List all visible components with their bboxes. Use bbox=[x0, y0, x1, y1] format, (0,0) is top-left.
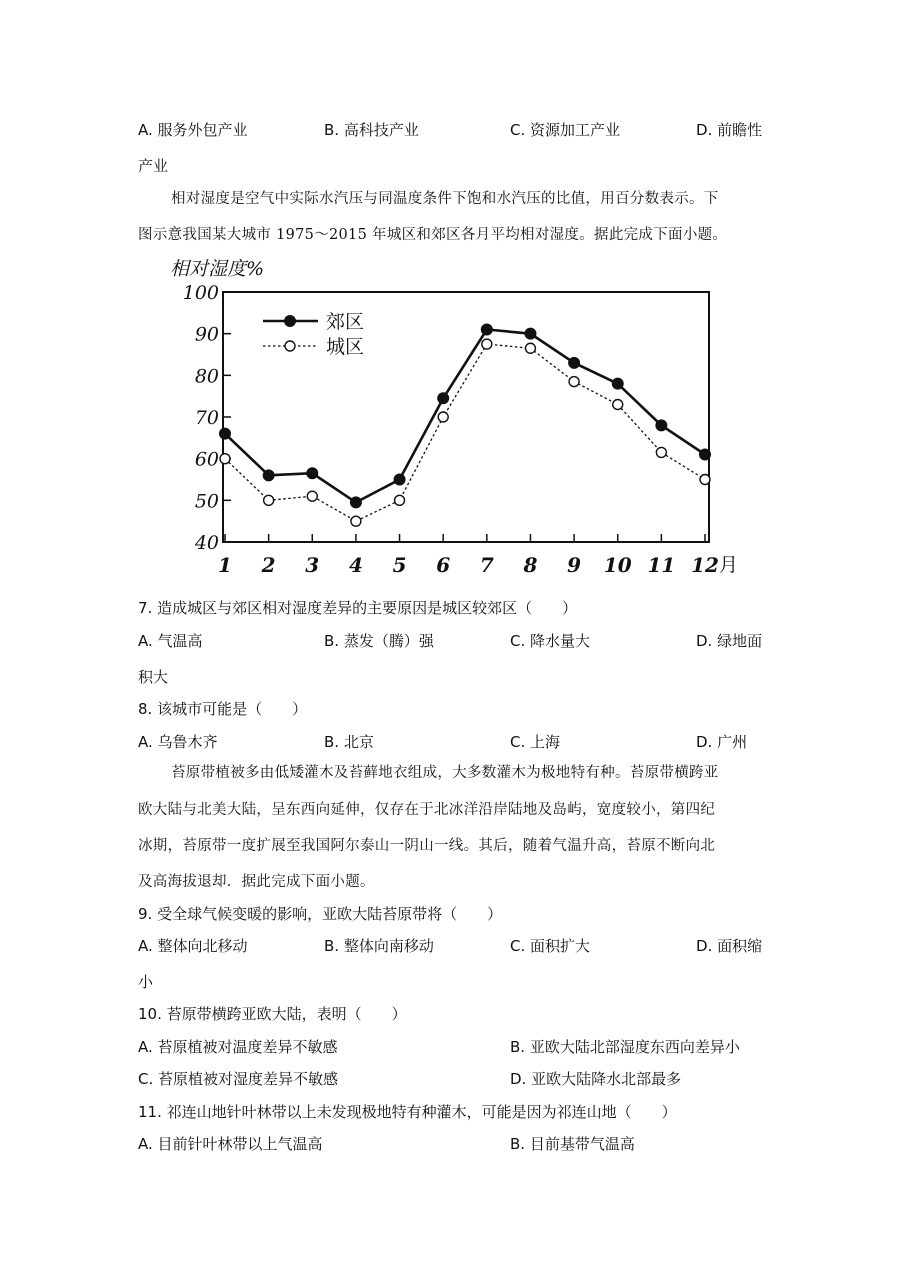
series-2-point bbox=[525, 343, 535, 353]
series-1-point bbox=[656, 420, 667, 431]
y-tick-label: 60 bbox=[194, 448, 219, 471]
series-1-point bbox=[220, 428, 231, 439]
y-tick-label: 50 bbox=[194, 490, 219, 513]
series-2-point bbox=[351, 516, 361, 526]
q7-option-d-wrap: 积大 bbox=[138, 668, 169, 686]
q9-option-a: A. 整体向北移动 bbox=[138, 937, 248, 955]
q6-option-d-wrap: 产业 bbox=[138, 157, 169, 175]
y-tick-label: 90 bbox=[194, 323, 219, 346]
series-2-point bbox=[264, 495, 274, 505]
series-1-point bbox=[263, 470, 274, 481]
q11-stem: 11. 祁连山地针叶林带以上未发现极地特有种灌木，可能是因为祁连山地（ ） bbox=[138, 1103, 677, 1121]
series-1-point bbox=[350, 497, 361, 508]
x-tick-label: 11 bbox=[647, 553, 676, 577]
legend-marker-1 bbox=[285, 316, 296, 327]
x-tick-label: 7 bbox=[479, 553, 494, 577]
x-tick-label: 10 bbox=[603, 553, 632, 577]
chart-y-axis-label: 相对湿度% bbox=[170, 258, 265, 280]
x-tick-label: 6 bbox=[436, 553, 451, 577]
passage2-line4: 及高海拔退却．据此完成下面小题。 bbox=[138, 874, 375, 890]
series-2-point bbox=[569, 377, 579, 387]
q6-option-a: A. 服务外包产业 bbox=[138, 121, 248, 139]
legend-marker-2 bbox=[285, 341, 295, 351]
series-1-point bbox=[525, 328, 536, 339]
q8-option-a: A. 乌鲁木齐 bbox=[138, 733, 218, 751]
q8-option-c: C. 上海 bbox=[510, 733, 561, 751]
passage2-line3: 冰期，苔原带一度扩展至我国阿尔泰山一阴山一线。其后，随着气温升高，苔原不断向北 bbox=[138, 838, 716, 854]
x-axis-unit-label: 月 bbox=[719, 554, 739, 576]
q7-option-b: B. 蒸发（腾）强 bbox=[324, 632, 434, 650]
y-tick-label: 70 bbox=[194, 407, 219, 429]
q8-stem: 8. 该城市可能是（ ） bbox=[138, 700, 308, 718]
plot-frame bbox=[223, 292, 709, 542]
series-2-point bbox=[395, 495, 405, 505]
q10-stem: 10. 苔原带横跨亚欧大陆，表明（ ） bbox=[138, 1005, 407, 1023]
q7-option-d: D. 绿地面 bbox=[696, 632, 763, 650]
x-tick-label: 8 bbox=[523, 553, 538, 577]
x-tick-label: 9 bbox=[567, 553, 582, 577]
series-1-point bbox=[481, 324, 492, 335]
series-1-point bbox=[569, 357, 580, 368]
series-2-point bbox=[613, 400, 623, 410]
x-tick-label: 3 bbox=[305, 553, 320, 577]
q11-option-a: A. 目前针叶林带以上气温高 bbox=[138, 1135, 323, 1153]
x-tick-label: 4 bbox=[348, 553, 363, 577]
series-line-1 bbox=[225, 330, 705, 503]
series-1-point bbox=[700, 449, 711, 460]
x-tick-label: 1 bbox=[218, 553, 232, 577]
q9-option-b: B. 整体向南移动 bbox=[324, 937, 434, 955]
y-tick-label: 100 bbox=[182, 282, 219, 304]
q8-option-b: B. 北京 bbox=[324, 733, 374, 751]
series-2-point bbox=[220, 454, 230, 464]
passage1-line1: 相对湿度是空气中实际水汽压与同温度条件下饱和水汽压的比值，用百分数表示。下 bbox=[171, 191, 719, 207]
y-tick-label: 40 bbox=[194, 532, 219, 554]
x-tick-label: 12 bbox=[691, 553, 719, 577]
series-2-point bbox=[700, 475, 710, 485]
q9-option-d-wrap: 小 bbox=[138, 973, 154, 991]
y-tick-label: 80 bbox=[194, 365, 219, 388]
q6-option-c: C. 资源加工产业 bbox=[510, 121, 621, 139]
series-2-point bbox=[307, 491, 317, 501]
series-1-point bbox=[612, 378, 623, 389]
legend-label-1: 郊区 bbox=[326, 311, 365, 333]
q10-option-d: D. 亚欧大陆降水北部最多 bbox=[510, 1070, 682, 1088]
q9-option-d: D. 面积缩 bbox=[696, 937, 763, 955]
q7-option-c: C. 降水量大 bbox=[510, 632, 591, 650]
passage2-line2: 欧大陆与北美大陆，呈东西向延伸，仅存在于北冰洋沿岸陆地及岛屿，宽度较小，第四纪 bbox=[138, 802, 716, 818]
series-1-point bbox=[307, 468, 318, 479]
q10-option-a: A. 苔原植被对温度差异不敏感 bbox=[138, 1038, 338, 1056]
series-1-point bbox=[438, 393, 449, 404]
q6-option-b: B. 高科技产业 bbox=[324, 121, 419, 139]
q6-option-d: D. 前瞻性 bbox=[696, 121, 763, 139]
series-2-point bbox=[482, 339, 492, 349]
x-tick-label: 5 bbox=[392, 553, 407, 577]
x-tick-label: 2 bbox=[261, 553, 276, 577]
legend-label-2: 城区 bbox=[326, 336, 365, 358]
q9-option-c: C. 面积扩大 bbox=[510, 937, 591, 955]
q10-option-b: B. 亚欧大陆北部湿度东西向差异小 bbox=[510, 1038, 740, 1056]
humidity-line-chart bbox=[0, 0, 909, 600]
q7-stem: 7. 造成城区与郊区相对湿度差异的主要原因是城区较郊区（ ） bbox=[138, 599, 578, 617]
q10-option-c: C. 苔原植被对湿度差异不敏感 bbox=[138, 1070, 339, 1088]
series-line-2 bbox=[225, 344, 705, 521]
passage2-line1: 苔原带植被多由低矮灌木及苔藓地衣组成，大多数灌木为极地特有种。苔原带横跨亚 bbox=[171, 765, 719, 781]
series-1-point bbox=[394, 474, 405, 485]
q8-option-d: D. 广州 bbox=[696, 733, 748, 751]
q9-stem: 9. 受全球气候变暖的影响，亚欧大陆苔原带将（ ） bbox=[138, 905, 503, 923]
q11-option-b: B. 目前基带气温高 bbox=[510, 1135, 635, 1153]
passage1-line2: 图示意我国某大城市 1975～2015 年城区和郊区各月平均相对湿度。据此完成下面小题。 bbox=[138, 227, 728, 243]
series-2-point bbox=[438, 412, 448, 422]
q7-option-a: A. 气温高 bbox=[138, 632, 203, 650]
series-2-point bbox=[656, 447, 666, 457]
